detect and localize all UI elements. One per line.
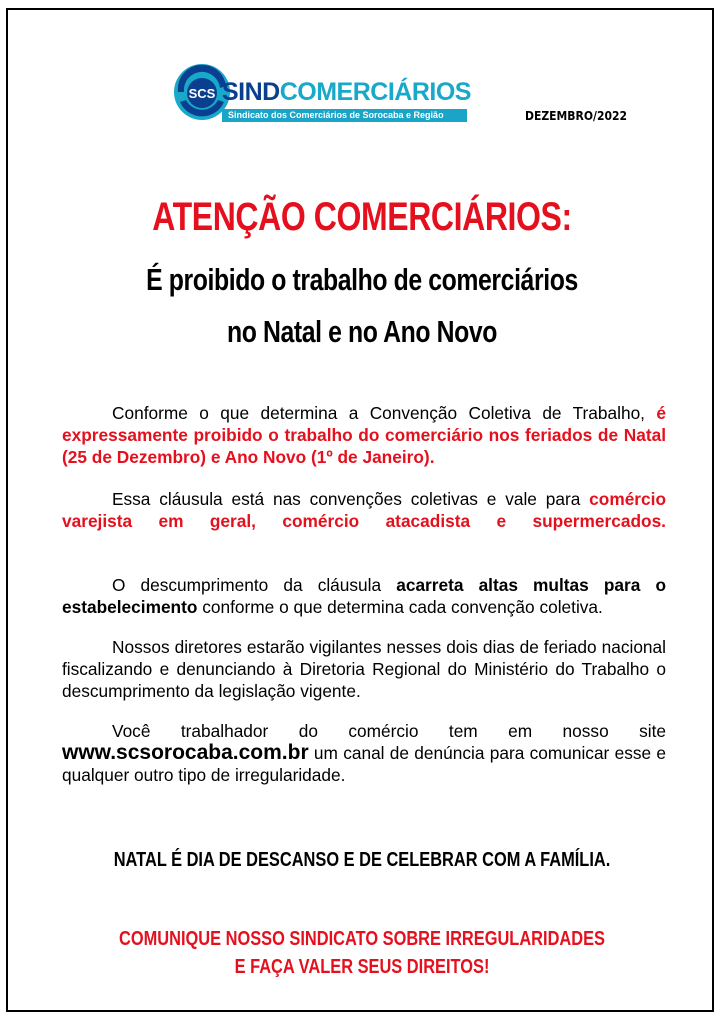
paragraph-penalty-bold: acarreta altas multas para o estabelecimento	[62, 575, 667, 617]
paragraph-penalty	[62, 574, 666, 618]
call-to-action-line2: E FAÇA VALER SEUS DIREITOS!	[234, 956, 490, 978]
call-to-action	[65, 925, 659, 981]
union-logo	[172, 62, 472, 126]
closing-statement: NATAL É DIA DE DESCANSO E DE CELEBRAR COM A FAMÍLIA.	[113, 849, 611, 871]
paragraph-clause	[62, 488, 666, 532]
paragraph-clause-text: Essa cláusula está nas convenções coletivas e vale para	[112, 489, 581, 509]
paragraph-convention	[62, 402, 666, 468]
paragraph-website-text-a: Você trabalhador do comércio tem em nosso site	[112, 721, 666, 741]
sub-headline-line1: É proibido o trabalho de comerciários	[146, 262, 578, 297]
paragraph-website-text-b: um canal de denúncia para comunicar esse e qualquer outro tipo de irregularidade.	[62, 743, 666, 785]
paragraph-directors-text: Nossos diretores estarão vigilantes nesses dois dias de feriado nacional fiscalizando e denunciando à Diretoria Regional do Ministério do Trabalho o descumprimento da legislação vigente.	[62, 637, 666, 701]
main-headline: ATENÇÃO COMERCIÁRIOS:	[152, 195, 572, 239]
paragraph-penalty-text-b: conforme o que determina cada convenção coletiva.	[202, 597, 603, 617]
paragraph-clause-highlight: comércio varejista em geral, comércio atacadista e supermercados.	[62, 489, 666, 531]
logo-wordmark	[222, 80, 471, 105]
website-link[interactable]: www.scsorocaba.com.br	[62, 741, 309, 764]
logo-word-comerciarios: COMERCIÁRIOS	[279, 78, 471, 106]
issue-date: DEZEMBRO/2022	[525, 109, 627, 123]
logo-monogram: SCS	[188, 86, 216, 101]
paragraph-convention-highlight: é expressamente proibido o trabalho do comerciário nos feriados de Natal (25 de Dezembro) e Ano Novo (1º de Janeiro).	[62, 403, 666, 467]
paragraph-website	[62, 720, 666, 786]
paragraph-convention-text: Conforme o que determina a Convenção Coletiva de Trabalho,	[112, 403, 645, 423]
logo-word-sind: SIND	[222, 78, 280, 106]
paragraph-penalty-text-a: O descumprimento da cláusula	[112, 575, 382, 595]
paragraph-directors	[62, 636, 666, 702]
call-to-action-line1: COMUNIQUE NOSSO SINDICATO SOBRE IRREGULARIDADES	[119, 928, 605, 950]
sub-headline-line2: no Natal e no Ano Novo	[227, 314, 497, 349]
logo-subtitle: Sindicato dos Comerciários de Sorocaba e Região	[222, 109, 467, 122]
